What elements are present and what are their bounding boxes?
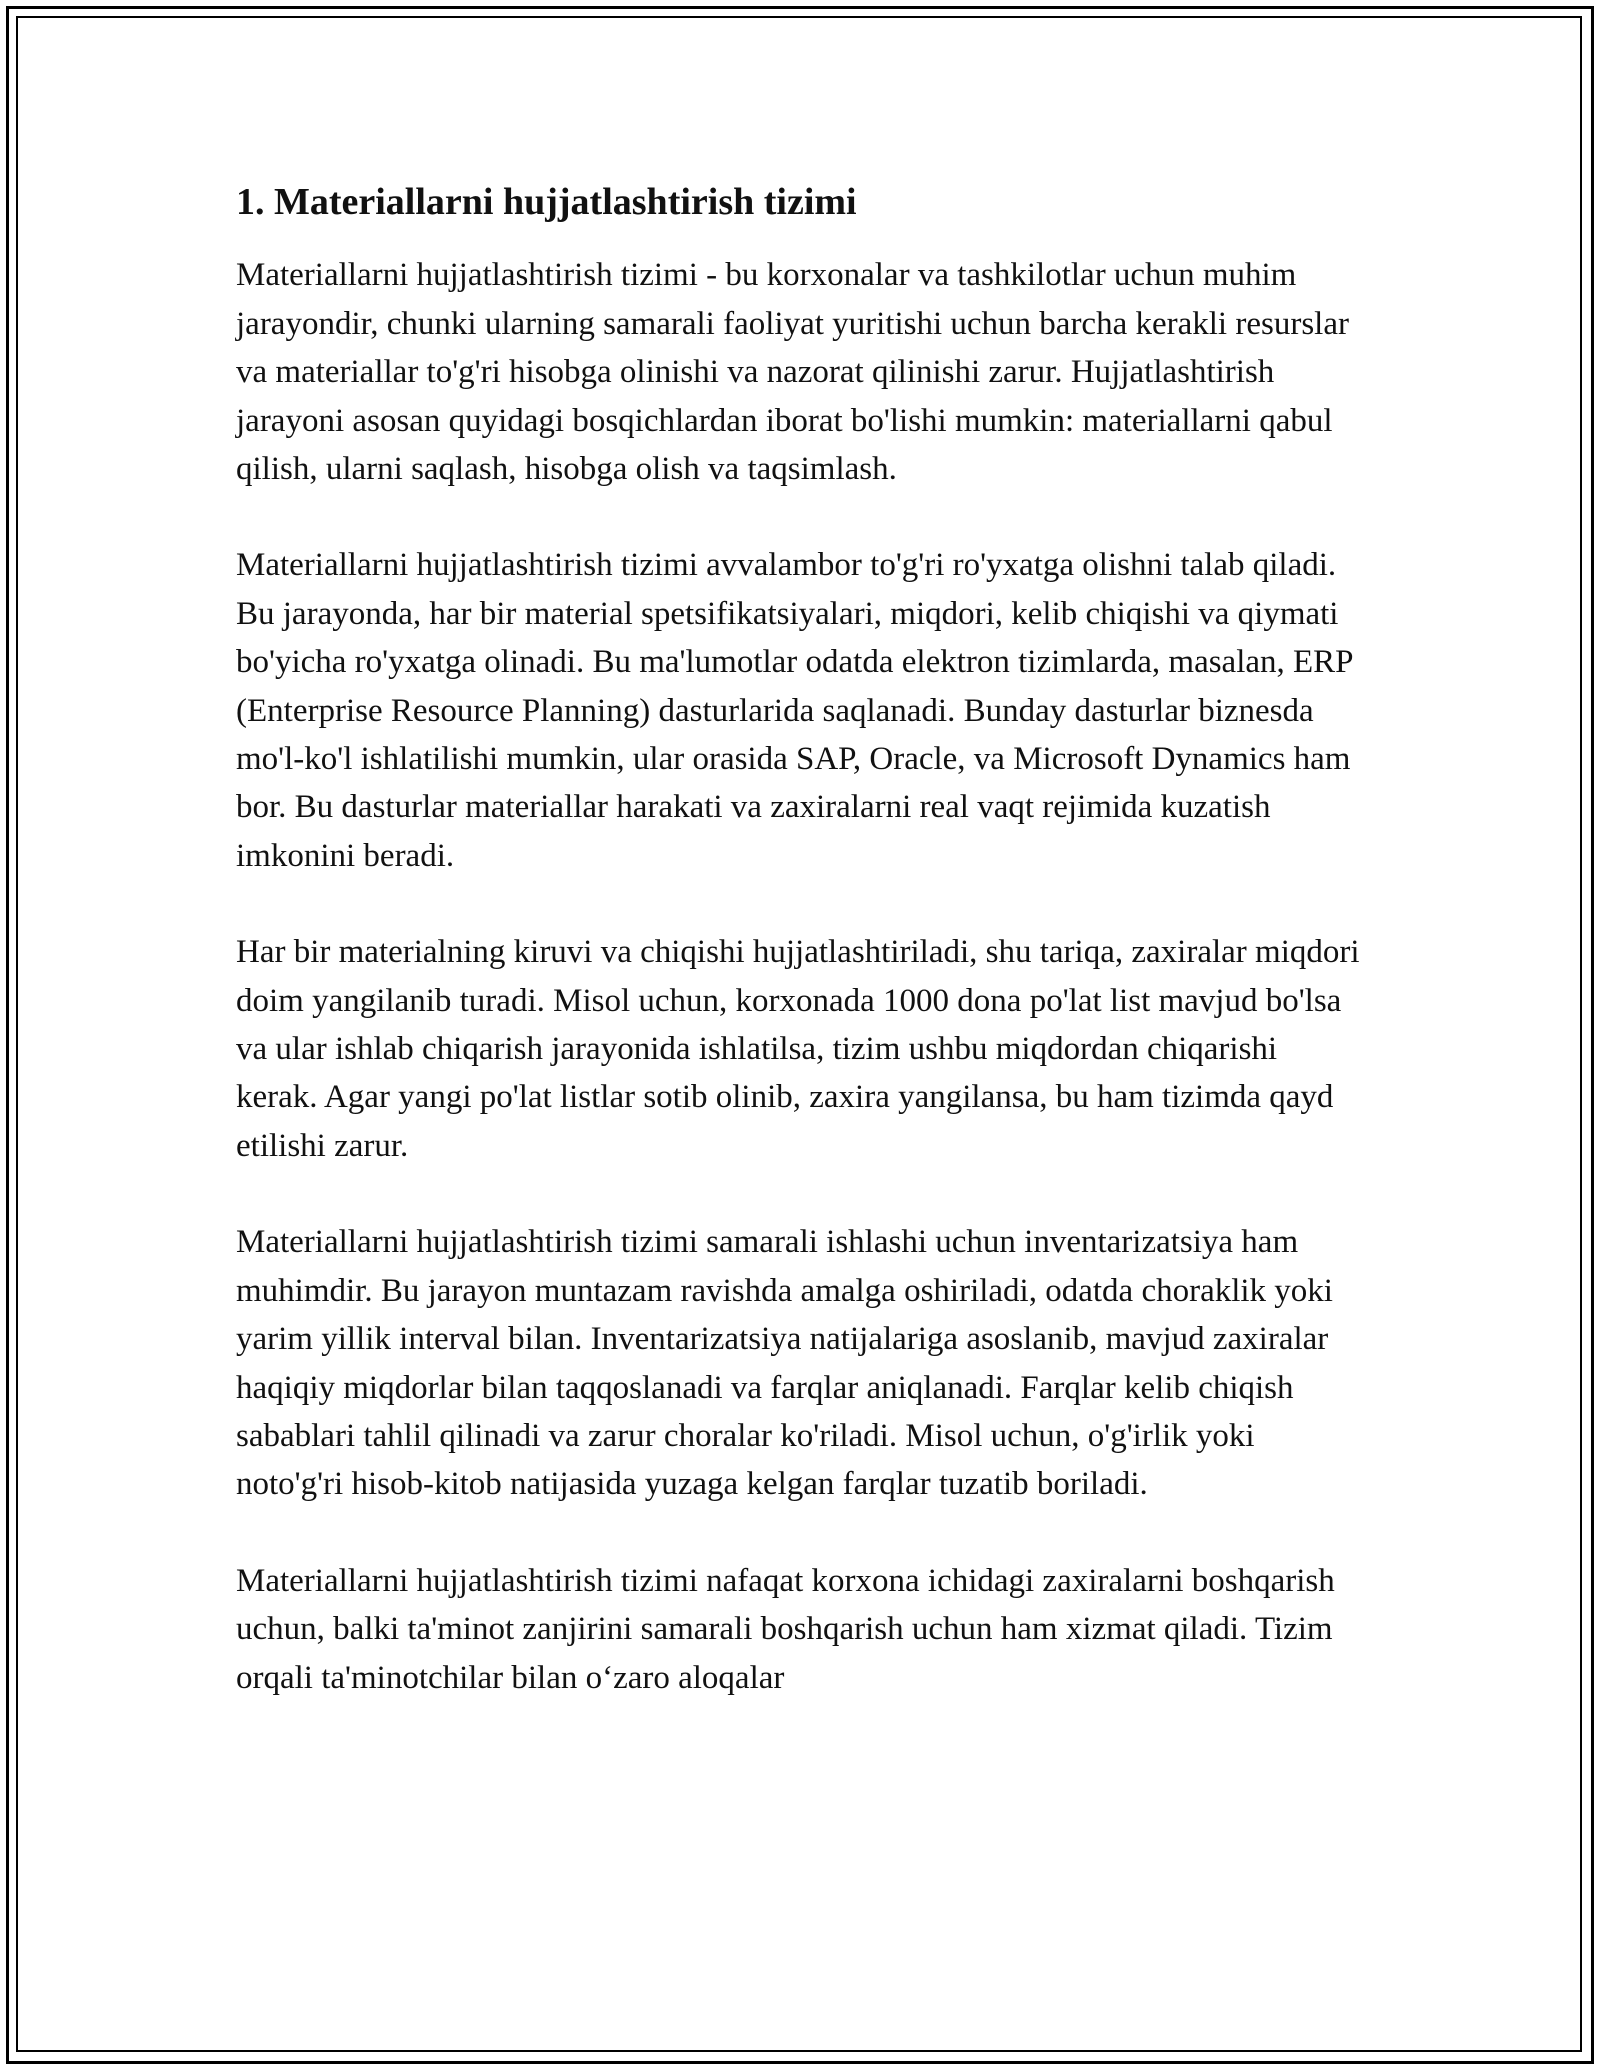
- paragraph-inflow-outflow: Har bir materialning kiruvi va chiqishi hujjatlashtiriladi, shu tariqa, zaxiralar miqdori doim yangilanib turadi. Misol uchun, korxonada 1000 dona po'lat list mavjud bo'lsa va ular ishlab chiqarish jarayonida ishlatilsa, tizim ushbu miqdordan chiqarishi kerak. Agar yangi po'lat listlar sotib olinib, zaxira yangilansa, bu ham tizimda qayd etilishi zarur.: [236, 934, 1360, 1164]
- paragraph-supply-chain: Materiallarni hujjatlashtirish tizimi nafaqat korxona ichidagi zaxiralarni boshqarish uchun, balki ta'minot zanjirini samarali boshqarish uchun ham xizmat qiladi. Tizim orqali ta'minotchilar bilan o‘zaro aloqalar: [236, 1562, 1335, 1696]
- paragraph-registration: Materiallarni hujjatlashtirish tizimi avvalambor to'g'ri ro'yxatga olishni talab qiladi. Bu jarayonda, har bir material spetsifikatsiyalari, miqdori, kelib chiqishi va qiymati bo'yicha ro'yxatga olinadi. Bu ma'lumotlar odatda elektron tizimlarda, masalan, ERP (Enterprise Resource Planning) dasturlarida saqlanadi. Bunday dasturlar biznesda mo'l-ko'l ishlatilishi mumkin, ular orasida SAP, Oracle, va Microsoft Dynamics ham bor. Bu dasturlar materiallar harakati va zaxiralarni real vaqt rejimida kuzatish imkonini beradi.: [236, 547, 1353, 874]
- paragraph-intro: Materiallarni hujjatlashtirish tizimi - bu korxonalar va tashkilotlar uchun muhim jarayondir, chunki ularning samarali faoliyat yuritishi uchun barcha kerakli resurslar va materiallar to'g'ri hisobga olinishi va nazorat qilinishi zarur. Hujjatlashtirish jarayoni asosan quyidagi bosqichlardan iborat bo'lishi mumkin: materiallarni qabul qilish, ularni saqlash, hisobga olish va taqsimlash.: [236, 257, 1349, 488]
- paragraph-inventory: Materiallarni hujjatlashtirish tizimi samarali ishlashi uchun inventarizatsiya ham muhimdir. Bu jarayon muntazam ravishda amalga oshiriladi, odatda choraklik yoki yarim yillik interval bilan. Inventarizatsiya natijalariga asoslanib, mavjud zaxiralar haqiqiy miqdorlar bilan taqqoslanadi va farqlar aniqlanadi. Farqlar kelib chiqish sabablari tahlil qilinadi va zarur choralar ko'riladi. Misol uchun, o'g'irlik yoki noto'g'ri hisob-kitob natijasida yuzaga kelgan farqlar tuzatib boriladi.: [236, 1224, 1333, 1503]
- document-body: [236, 178, 1366, 1702]
- section-heading: 1. Materiallarni hujjatlashtirish tizimi: [236, 181, 857, 223]
